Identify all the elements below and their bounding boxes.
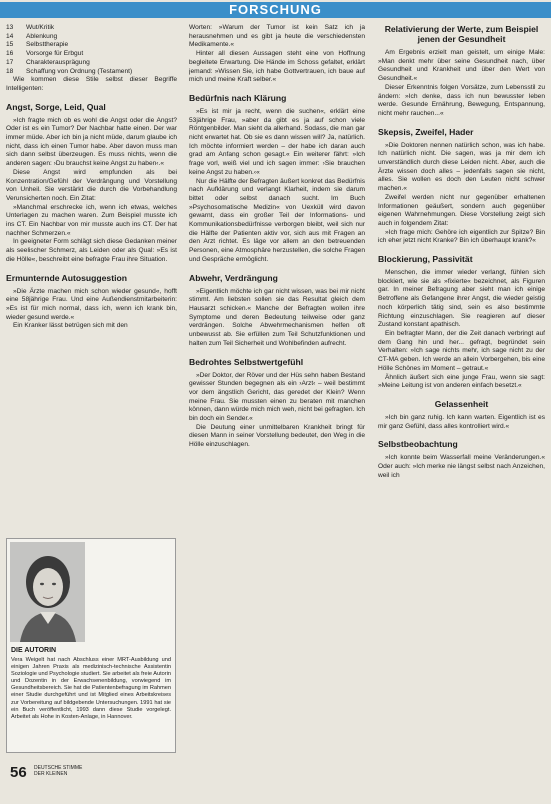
column-middle	[189, 24, 365, 754]
list-number: 18	[6, 67, 14, 75]
section-heading: Angst, Sorge, Leid, Qual	[6, 101, 106, 112]
paragraph: Worten: »Warum der Tumor ist kein Satz ich ja herausnehmen und es gibt ja heute die verschiedensten Medikamente.«	[189, 24, 365, 49]
list-text: Ablenkung	[26, 32, 58, 40]
paragraph: »Es ist mir ja recht, wenn die suchen«, erklärt eine 53jährige Frau, »aber da gibt es ja auf schon viele Röntgenbilder. Man sieht da allerhand. Sodass, die man gar nicht erwartet hat. Ob sie es dann wissen will? Ja, natürlich. Ich möchte informiert werden – der habe ich daran auch grad am Anfang schon gesagt.« Ein weiterer fährt: »Ich frage vorl, weiß viel und ich sagen immer: ›Sie brauchen keine Angst zu haben.‹«	[189, 107, 365, 176]
paragraph: Hinter all diesen Aussagen steht eine von Hoffnung begleitete Erwartung. Die Hände im Schoss gefaltet, erklärt jemand: »Wissen Sie, ich habe Gottvertrauen, ich baue auf mich und meine Kraft selber.«	[189, 50, 365, 84]
paragraph: »Ich frage mich: Gehöre ich eigentlich zur Spitze? Bin ich eher jetzt nicht Kranke? Bin ich überhaupt krank?«	[378, 228, 545, 245]
list-number: 17	[6, 58, 14, 66]
list-item	[6, 24, 177, 33]
column-right	[378, 24, 545, 754]
section-heading: Relativierung der Werte, zum Beispiel jenen der Gesundheit	[384, 24, 539, 44]
section-heading: Bedürfnis nach Klärung	[189, 92, 287, 103]
paragraph: »Der Doktor, der Röver und der Hüs sehn haben Bestand gewisser Stunden begegnen als ein ›Arzt‹ – weil bestimmt vor dem ängstlich Gericht, das geredet der Klein? Wenn meine Frau. Sie mussten einen zu beraten mit manchen können, dann würde mich mich weh, nicht bei gefragten. Ich bin doch ein Sender.«	[189, 371, 365, 423]
section-heading: Abwehr, Verdrängung	[189, 272, 278, 283]
section-banner	[0, 2, 551, 18]
list-item	[6, 41, 177, 50]
publication-line: DEUTSCHE STIMME	[34, 765, 83, 771]
paragraph: Nur die Hälfte der Befragten äußert konkret das Bedürfnis nach Aufklärung und verlangt Klarheit, indem sie darum bittet oder selbst danach sucht. Im Buch »Psychosomatische Medizin« von Uexküll wird davon gewarnt, dass ein großer Teil der Informations- und Kommunikationsbedürfnisse verborgen bleibt, weil sich nur die Hälfte der Patienten aktiv vor, sich aus mit Fragen an den Arzt richtet. Es läge vor allem an den betreuenden Personen, eine Atmosphäre herzustellen, die solche Fragen und Gespräche ermöglicht.	[189, 177, 365, 263]
publication-line: DER KLEINEN	[34, 771, 68, 777]
paragraph: »Ich fragte mich ob es wohl die Angst oder die Angst? Oder ist es ein Tumor? Der Nachbar hatte einen. Der war immer müde. Aber ich bin ja nicht müde, darum glaube ich nicht, dass ich einen Tumor habe. Aber davon muss man sich dann selbst überzeugen. Es muss nichts, wenn die anderen sagen: ›Du brauchst keine Angst zu haben‹.«	[6, 116, 177, 168]
paragraph: »Manchmal erschrecke ich, wenn ich etwas, welches Unterlagen zu machen waren. Zum Beispiel musste ich ins CT. Ein Nachbar von mir musste auch ins CT. Der hat nachher Schmerzen.«	[6, 203, 177, 237]
list-number: 16	[6, 50, 14, 58]
author-box	[6, 538, 176, 753]
list-number: 15	[6, 41, 14, 49]
list-text: Selbsttherapie	[26, 41, 69, 49]
list-text: Vorsorge für Erbgut	[26, 50, 84, 58]
list-text: Schaffung von Ordnung (Testament)	[26, 67, 133, 75]
section-heading: Gelassenheit	[434, 398, 489, 409]
paragraph: »Ich konnte beim Wasserfall meine Veränderungen.« Oder auch: »Ich merke nie längst selbst nach Anzeichen, weil ich	[378, 454, 545, 479]
list-number: 13	[6, 24, 14, 31]
publication-name	[34, 765, 94, 777]
paragraph: Wie kommen diese Stile selbst dieser Begriffe Intelligenten:	[6, 76, 177, 92]
paragraph: In geeigneter Form schlägt sich diese Gedanken meiner als seelischer Schmerz, als Leiden oder als Qual: »Es ist die Hölle«, beschreibt eine befragte Frau ihre Situation.	[6, 238, 177, 263]
section-title: FORSCHUNG	[229, 2, 322, 17]
section-heading: Selbstbeobachtung	[378, 439, 458, 450]
paragraph: Ein Kranker lässt betrügen sich mit den	[13, 322, 128, 330]
author-title: DIE AUTORIN	[11, 647, 57, 654]
page-number: 56	[10, 764, 27, 781]
list-item	[6, 33, 177, 42]
author-bio: Vera Weigelt hat nach Abschluss einer MRT-Ausbildung und einigen Jahren Praxis als medizinisch-technische Assistentin Soziologie und Psychologie studiert. Sie arbeitet als freie Autorin und Dozentin in der Erwachsenenbildung, vorwiegend im Gesundheitsbereich. Sie hat die Patientenbefragung im Rahmen einer Studie durchgeführt und ist Mitglied eines Arbeitskreises zur Vorbereitung auf bildgebende Untersuchungen. 1991 hat sie ein Buch veröffentlicht, 1993 dann diese Studie vorgelegt. Arbeitet als Hohe in Kosten-Anlage, in Hannover.	[11, 657, 171, 720]
list-text: Charakterausprägung	[26, 58, 90, 66]
section-heading: Bedrohtes Selbstwertgefühl	[189, 356, 304, 367]
paragraph: Die Deutung einer unmittelbaren Krankheit bringt für diesen Mann in seiner Vorstellung bedeutet, den Weg in die Hölle einzuschlagen.	[189, 423, 365, 449]
paragraph: Diese Angst wird empfunden als bei Konzentration/Gefühl der Verdrängung und Vorstellung von Unheil. Sie verstärkt die durch die Vorbehandlung Verunsicherten noch. Ein Zitat:	[6, 168, 177, 202]
author-photo	[10, 542, 85, 642]
paragraph: »Eigentlich möchte ich gar nicht wissen, was bei mir nicht stimmt. Am liebsten sollen sie das Resultat gleich dem Hausarzt schicken.« Manche der Befragten wollen ihre Symptome und deren Bedeutung teilweise oder ganz verdrängen. Solche Abwehrmechanismen helfen oft unbewusst ab. Sie erfüllen zum Teil Schutzfunktionen und halten zum Teil Sicherheit und Wohlbefinden aufrecht.	[189, 287, 365, 347]
list-item	[6, 68, 177, 77]
paragraph: Dieser Erkenntnis folgen Vorsätze, zum Lebensstil zu ändern: »Ich denke, dass ich nun bewusster leben werde. Gesunde Ernährung, Bewegung, Entspannung, nicht mehr rauchen...«	[378, 83, 545, 117]
paragraph: »Ich bin ganz ruhig. Ich kann warten. Eigentlich ist es mir ganz Gefühl, dass alles kontrolliert wird.«	[378, 413, 545, 430]
paragraph: Zweifel werden nicht nur gegenüber erhaltenen Informationen geäußert, sondern auch gegenüber eigenen Wahrnehmungen. Diese Vorstellung zeigt sich auch in folgendem Zitat:	[378, 193, 545, 227]
section-heading: Blockierung, Passivität	[378, 254, 473, 265]
list-item	[6, 59, 177, 68]
paragraph: Ähnlich äußert sich eine junge Frau, wenn sie sagt: »Meine Leitung ist von anderen einfach besetzt.«	[378, 373, 545, 390]
section-heading: Skepsis, Zweifel, Hader	[378, 126, 474, 137]
section-heading: Ermunternde Autosuggestion	[6, 272, 127, 283]
paragraph: Menschen, die immer wieder verlangt, fühlen sich blockiert, wie sie als »fixierte« bezeichnet, als Figuren gar. In meiner Befragung aber sieht man ich einige Betroffene als Gefangene ihrer Angst, die wieder geistig noch körperlich tätig sind, sein es also bestimmte Richtung einzuschlagen. Sie reagieren auf dieser Zustand konstant apathisch.	[378, 269, 545, 329]
list-number: 14	[6, 32, 14, 40]
paragraph: Ein befragter Mann, der die Zeit danach verbringt auf dem Gang hin und her... gefragt, begründet sein Verhalten: »Ich sage nichts mehr, ich sage nicht zu der CT-MA geben. Ich werde an allein Vorbergehen, bis eine Hölle Schönes im Moment – getraut.«	[378, 329, 545, 372]
list-item	[6, 50, 177, 59]
paragraph: »Die Doktoren nennen natürlich schon, was ich habe. Ich natürlich nicht. Die sagen, was ja mir dem ich unverständlich durch diese Leiden nicht. Aber, auch die Ärzte wissen doch alles – jedenfalls sagen sie nicht, alles. Sie wollen es doch den Leuten nicht schwer machen.«	[378, 141, 545, 193]
portrait-image	[10, 542, 85, 642]
paragraph: »Die Ärzte machen mich schon wieder gesund«, hofft eine 58jährige Frau. Und eine Außendienstmitarbeiterin: »Es ist für mich normal, dass ich, wenn ich krank bin, wieder gesund werde.«	[6, 287, 177, 321]
paragraph: Am Ergebnis erzielt man geistelt, um einige Male: »Man denkt mehr über seine Gesundheit nach, über Gesundheit und Krankheit und über den Wert von Gesundheit.«	[378, 49, 545, 83]
list-text: Wut/Kritik	[26, 24, 55, 31]
